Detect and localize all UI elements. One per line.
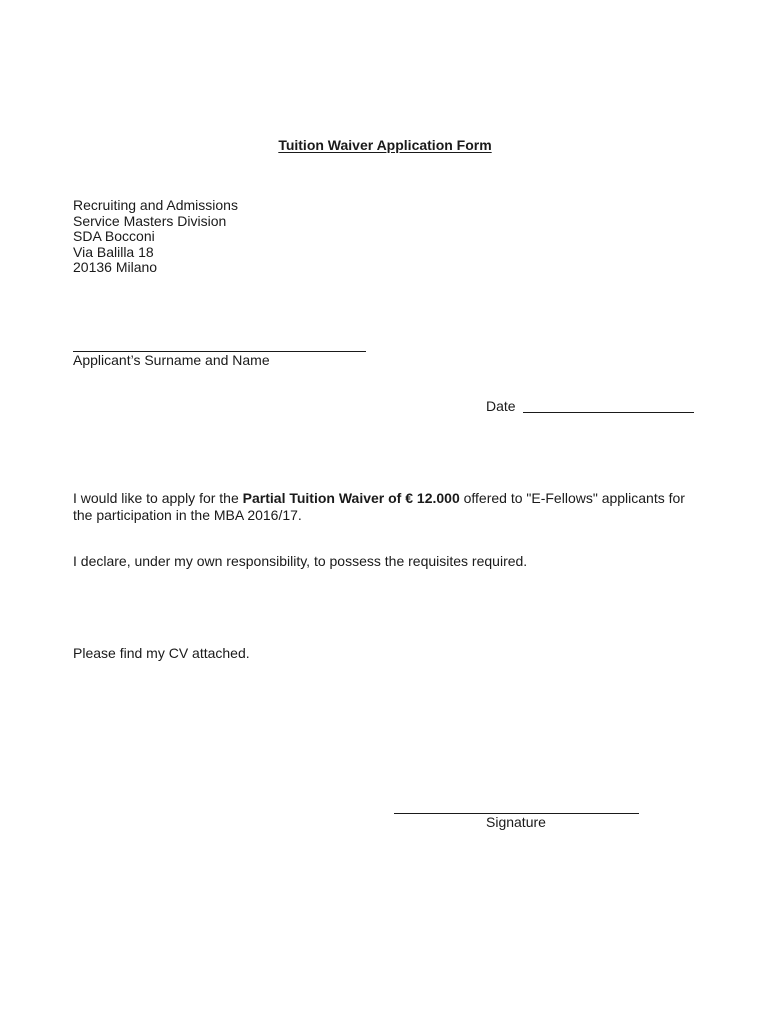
- form-title: Tuition Waiver Application Form: [278, 137, 492, 153]
- date-label: Date: [486, 398, 516, 414]
- application-statement: [73, 490, 703, 524]
- address-line: Recruiting and Admissions: [73, 197, 238, 213]
- waiver-amount-text: Partial Tuition Waiver of € 12.000: [242, 490, 460, 506]
- cv-attachment-note: Please find my CV attached.: [73, 645, 250, 661]
- address-line: 20136 Milano: [73, 259, 158, 276]
- date-field-line[interactable]: [523, 412, 694, 413]
- declaration-statement: I declare, under my own responsibility, to possess the requisites required.: [73, 553, 528, 569]
- signature-label: Signature: [486, 814, 546, 830]
- applicant-name-label: Applicant’s Surname and Name: [73, 352, 270, 368]
- address-line: Service Masters Division: [73, 212, 227, 229]
- recipient-address: [73, 198, 238, 276]
- statement-text-start: I would like to apply for the: [73, 490, 243, 506]
- address-line: Via Balilla 18: [73, 243, 154, 260]
- statement-text-end: offered to "E-Fellows" applicants for the participation in the MBA 2016/17.: [73, 490, 685, 523]
- address-line: SDA Bocconi: [73, 228, 155, 245]
